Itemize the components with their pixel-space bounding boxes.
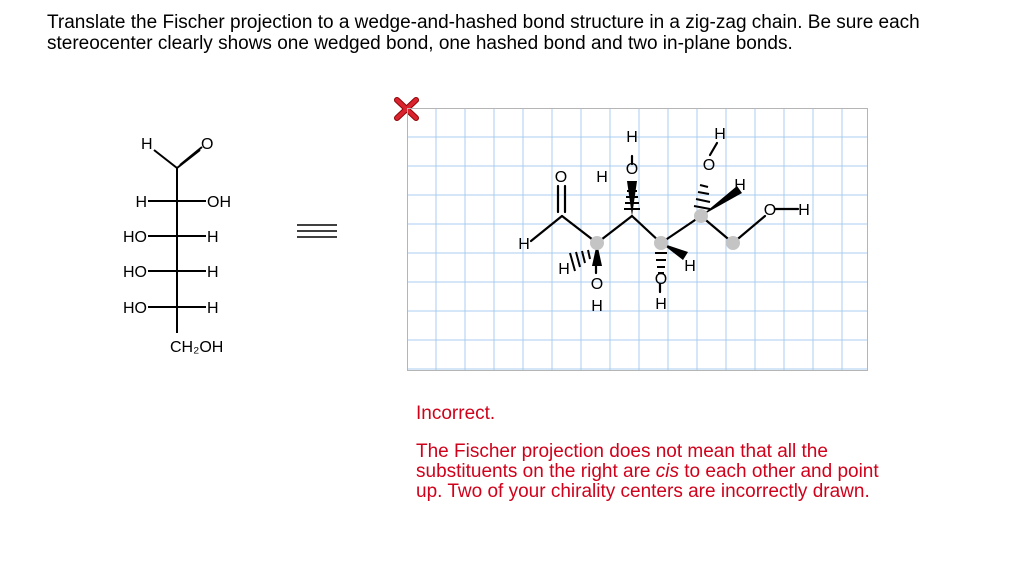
question-text (47, 12, 997, 54)
atom-c4-h[interactable]: H (684, 258, 696, 275)
atom-c5-h[interactable]: H (734, 177, 746, 194)
atom-marker-c4[interactable] (654, 236, 668, 250)
feedback-status: Incorrect. (416, 403, 496, 424)
atom-c4-oh-h[interactable]: H (655, 296, 667, 313)
atom-c2-o[interactable]: O (590, 276, 604, 293)
drawing-canvas[interactable] (407, 108, 869, 372)
atom-marker-c2[interactable] (590, 236, 604, 250)
bond-c4-c5 (661, 216, 701, 243)
feedback-emphasis-cis: cis (655, 461, 679, 482)
fischer-row-3-right: H (207, 264, 219, 281)
fischer-row-3-left: HO (123, 264, 147, 281)
fischer-row-4-right: H (207, 300, 219, 317)
fischer-row-2-right: H (207, 229, 219, 246)
atom-c3-oh-h[interactable]: H (626, 129, 638, 146)
atom-c1-h[interactable]: H (518, 236, 530, 253)
fischer-row-4-left: HO (123, 300, 147, 317)
canvas-grid (407, 108, 868, 371)
feedback-line-2 (416, 462, 976, 482)
feedback-line-2a: substituents on the right are (416, 461, 656, 482)
feedback-line-1: The Fischer projection does not mean that all the (416, 441, 828, 462)
fischer-bottom: CH₂OH (170, 339, 224, 356)
atom-c5-o[interactable]: O (702, 157, 716, 174)
fischer-bond-ch (154, 150, 177, 168)
atom-c4-o[interactable]: O (654, 271, 668, 288)
atom-c2-h[interactable]: H (558, 261, 570, 278)
fischer-row-2-left: HO (123, 229, 147, 246)
atom-c3-h[interactable]: H (596, 169, 608, 186)
atom-marker-c5[interactable] (694, 209, 708, 223)
fischer-top-o: O (201, 136, 214, 153)
atom-c5-oh-h[interactable]: H (714, 126, 726, 143)
canvas-border (408, 109, 868, 371)
fischer-projection (100, 120, 260, 365)
atom-c1-o[interactable]: O (554, 169, 568, 186)
equivalence-symbol (295, 222, 341, 242)
feedback-panel (416, 404, 976, 502)
atom-c6-o[interactable]: O (763, 202, 777, 219)
fischer-top-h: H (141, 136, 153, 153)
atom-c3-o[interactable]: O (625, 161, 639, 178)
question-line-2: stereocenter clearly shows one wedged bond, one hashed bond and two in-plane bonds. (47, 33, 793, 54)
hash-c5-oh (694, 185, 710, 209)
fischer-row-1-left: H (135, 194, 147, 211)
atom-marker-c6[interactable] (726, 236, 740, 250)
feedback-line-3: up. Two of your chirality centers are incorrectly drawn. (416, 481, 870, 502)
fischer-bond-co-double (180, 147, 202, 165)
feedback-line-2b: to each other and point (679, 461, 879, 482)
hash-c4-oh (655, 253, 667, 273)
bond-c5-oh (710, 143, 717, 155)
atom-c2-oh-h[interactable]: H (591, 298, 603, 315)
molecule-skeleton (531, 143, 798, 292)
atom-c6-oh-h[interactable]: H (798, 202, 810, 219)
wedge-c3-oh (627, 181, 637, 216)
fischer-row-1-right: OH (207, 194, 231, 211)
bond-c1-h (531, 216, 562, 241)
question-line-1: Translate the Fischer projection to a wedge-and-hashed bond structure in a zig-zag chain. Be sure each (47, 12, 920, 33)
